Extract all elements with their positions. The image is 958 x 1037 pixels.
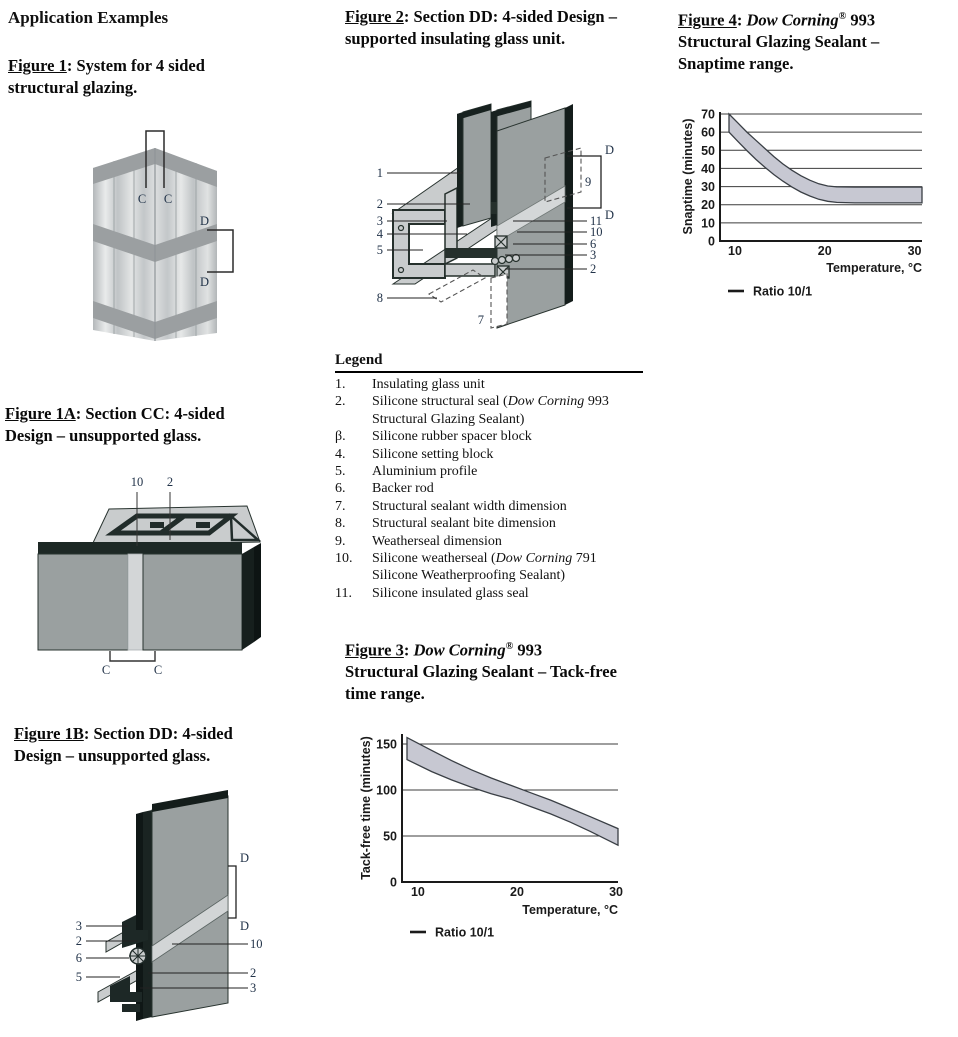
- y-tick-label: 100: [376, 783, 397, 798]
- figure3-heading: Figure 3: Dow Corning® 993 Structural Glazing Sealant – Tack-free time range.: [345, 640, 617, 703]
- callout-label: 3: [376, 214, 383, 228]
- callout-label: D: [240, 851, 250, 865]
- y-tick-label: 30: [701, 180, 715, 195]
- x-tick-label: 20: [510, 885, 524, 899]
- callout-label: 6: [590, 237, 597, 251]
- figure1b-heading: Figure 1B: Section DD: 4-sided Design – unsupported glass.: [14, 724, 233, 765]
- legend-item-number: 10.: [335, 551, 353, 567]
- callout-label: 2: [75, 934, 82, 948]
- legend-item-number: 8.: [335, 516, 346, 532]
- legend-item-number: 1.: [335, 377, 346, 392]
- callout-label: 8: [376, 291, 383, 305]
- section-cc-bracket: [110, 651, 155, 661]
- legend-item-text: Structural sealant width dimension: [372, 498, 567, 514]
- legend-list: [335, 376, 643, 602]
- x-axis-label: Temperature, °C: [522, 903, 618, 917]
- legend-item: [335, 376, 643, 393]
- x-axis-label: Temperature, °C: [826, 261, 922, 275]
- legend-item: [335, 480, 643, 497]
- figure1b-image: [10, 790, 285, 1037]
- glass-top-edge: [38, 542, 242, 555]
- callout-label: 10: [590, 225, 603, 239]
- legend-item: [335, 550, 643, 585]
- y-tick-label: 20: [701, 198, 715, 213]
- callout-label: 9: [585, 175, 592, 189]
- figure2-image: [345, 98, 630, 340]
- figure1a-image: [10, 470, 285, 695]
- legend-item: [335, 463, 643, 480]
- x-tick-label: 30: [609, 885, 624, 899]
- y-tick-label: 40: [701, 161, 715, 176]
- callout-label: 1: [376, 166, 383, 180]
- structural-joint: [128, 554, 143, 650]
- legend-item-number: 11.: [335, 585, 352, 601]
- legend-item: [335, 393, 643, 428]
- section-dd-assembly-graphic: [393, 101, 581, 328]
- corner-facade-graphic: [93, 148, 217, 341]
- legend-item-text: Silicone setting block: [372, 446, 494, 462]
- callout-label: D: [605, 208, 615, 222]
- callout-label: 3: [590, 248, 597, 262]
- legend-item-number: 6.: [335, 481, 346, 497]
- x-tick-label: 10: [410, 885, 425, 899]
- callout-label: 2: [376, 197, 383, 211]
- legend-item-number: 4.: [335, 446, 346, 462]
- y-tick-label: 0: [708, 234, 715, 249]
- callout-label: C: [153, 663, 163, 677]
- y-axis-label: Tack-free time (minutes): [359, 736, 373, 880]
- callout-label: C: [137, 192, 147, 206]
- legend-item-number: 5.: [335, 464, 346, 480]
- y-tick-label: 70: [701, 107, 715, 122]
- section-dd-bracket: [228, 866, 236, 918]
- y-tick-label: 50: [701, 143, 715, 158]
- legend-item-number: 9.: [335, 533, 346, 549]
- callout-label: C: [101, 663, 111, 677]
- figure1-heading: Figure 1: System for 4 sided structural glazing.: [8, 56, 205, 97]
- callout-label: 2: [250, 966, 257, 980]
- callout-label: C: [163, 192, 173, 206]
- y-tick-label: 150: [376, 737, 397, 752]
- glass-left: [38, 554, 128, 650]
- legend-item-number: 7.: [335, 498, 346, 514]
- chart-legend-label: Ratio 10/1: [753, 284, 813, 299]
- y-tick-label: 60: [701, 125, 715, 140]
- inner-glass-pane: [463, 104, 491, 226]
- callout-label: 3: [250, 981, 257, 995]
- legend-item-text: Backer rod: [372, 481, 434, 497]
- legend-item: [335, 498, 643, 515]
- figure4-chart: [678, 98, 958, 310]
- callout-label: D: [199, 214, 209, 228]
- callout-label: 11: [590, 214, 603, 228]
- page-title: Application Examples: [8, 8, 169, 27]
- y-axis-label: Snaptime (minutes): [681, 118, 695, 235]
- legend-item-text: Insulating glass unit: [372, 377, 485, 392]
- callout-label: 4: [376, 227, 383, 241]
- legend-item-text: Weatherseal dimension: [372, 533, 502, 549]
- x-tick-label: 10: [728, 244, 742, 258]
- figure1-image: [15, 103, 285, 375]
- legend: [335, 352, 643, 602]
- y-tick-label: 0: [390, 875, 397, 890]
- y-tick-label: 10: [701, 216, 715, 231]
- callout-label: D: [605, 143, 615, 157]
- callout-label: 5: [376, 243, 383, 257]
- glass-right: [143, 554, 242, 650]
- callout-label: 5: [75, 970, 82, 984]
- y-tick-label: 50: [383, 829, 397, 844]
- figure1a-heading: Figure 1A: Section CC: 4-sided Design – unsupported glass.: [5, 404, 225, 445]
- callout-label: 10: [130, 475, 144, 489]
- legend-item-number: β.: [335, 429, 346, 445]
- legend-item: [335, 533, 643, 550]
- x-tick-label: 30: [907, 244, 922, 258]
- section-dd-graphic: [98, 790, 228, 1021]
- figure4-heading: Figure 4: Dow Corning® 993 Structural Glazing Sealant – Snaptime range.: [678, 10, 880, 73]
- chart-legend-label: Ratio 10/1: [435, 925, 495, 940]
- callout-label: 2: [166, 475, 174, 489]
- legend-item-text: Structural sealant bite dimension: [372, 516, 556, 532]
- legend-item: [335, 585, 643, 602]
- legend-item: [335, 515, 643, 532]
- legend-item: [335, 428, 643, 445]
- legend-item-text: Silicone rubber spacer block: [372, 429, 532, 445]
- legend-item-text: Silicone structural seal (Dow Corning 993 Structural Glazing Sealant): [372, 394, 609, 427]
- legend-item: [335, 446, 643, 463]
- section-cc-graphic: [38, 506, 261, 650]
- callout-label: 10: [250, 937, 263, 951]
- callout-label: 3: [75, 919, 82, 933]
- callout-label: D: [240, 919, 250, 933]
- legend-item-number: 2.: [335, 394, 346, 410]
- glass-side-edge: [242, 547, 254, 650]
- legend-item-text: Silicone insulated glass seal: [372, 585, 529, 601]
- legend-item-text: Aluminium profile: [372, 464, 478, 480]
- legend-item-text: Silicone weatherseal (Dow Corning 791 Silicone Weatherproofing Sealant): [372, 551, 597, 584]
- callout-label: 2: [590, 262, 597, 276]
- figure3-chart: [350, 732, 660, 967]
- figure2-heading: Figure 2: Section DD: 4-sided Design – supported insulating glass unit.: [345, 7, 617, 48]
- data-band: [407, 738, 618, 846]
- data-band: [729, 114, 922, 203]
- legend-title: Legend: [335, 352, 643, 373]
- callout-label: 6: [75, 951, 82, 965]
- callout-label: D: [199, 275, 209, 289]
- x-tick-label: 20: [817, 244, 832, 258]
- callout-label: 7: [477, 313, 484, 327]
